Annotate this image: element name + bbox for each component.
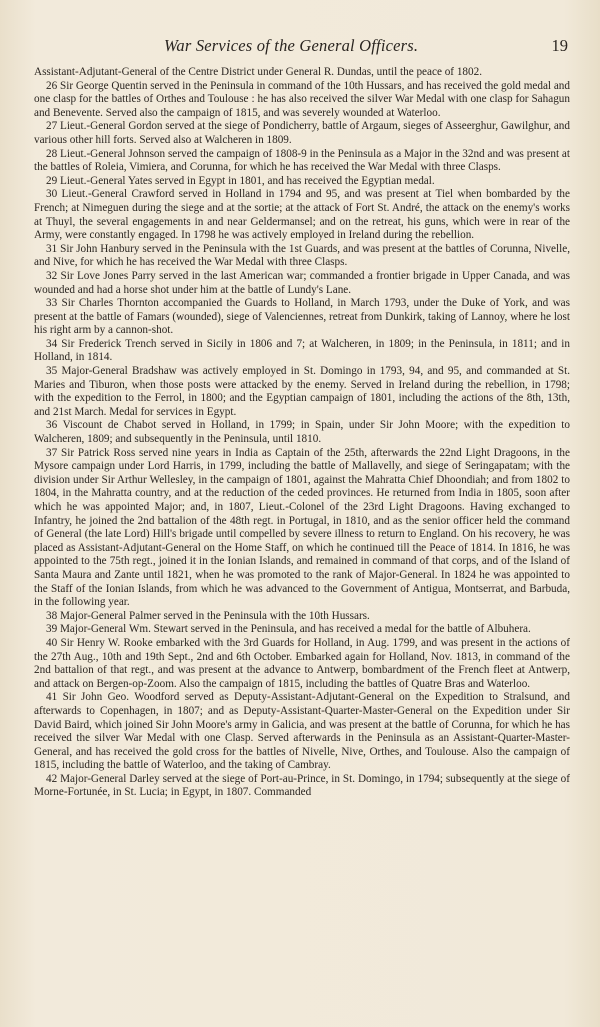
entry-38: 38 Major-General Palmer served in the Peninsula with the 10th Hussars. [46,609,370,622]
entry-35: 35 Major-General Bradshaw was actively employed in St. Domingo in 1793, 94, and 95, and commanded at St. Maries and Tiburon, when those posts were attacked by the enemy. Served in Ireland during the rebellion, in 1798; with the expedition to the Ferrol, in 1800; and the Egyptian campaign of 1801, including the actions of the 8th, 13th, and 21st March. Medal for services in Egypt. [34,365,570,418]
entry-26: 26 Sir George Quentin served in the Peninsula in command of the 10th Hussars, and has received the gold medal and one clasp for the battles of Orthes and Toulouse : he has also received the silver War Medal with one clasp for Sahagun and Benevente. Served also the campaign of 1815, and was severely wounded at Waterloo. [34,79,570,119]
entry-32: 32 Sir Love Jones Parry served in the last American war; commanded a frontier brigade in Upper Canada, and was wounded and had a horse shot under him at the battle of Lundy's Lane. [34,269,570,296]
entry-40: 40 Sir Henry W. Rooke embarked with the 3rd Guards for Holland, in Aug. 1799, and was present in the actions of the 27th Aug., 10th and 19th Sept., 2nd and 6th October. Embarked again for Holland, Nov. 1813, in command of the 2nd battalion of that regt., and was present at the advance to Antwerp, bombardment of the French fleet at Antwerp, and attack on Bergen-op-Zoom. Also the campaign of 1815, including the battles of Quatre Bras and Waterloo. [34,636,570,690]
entry-34: 34 Sir Frederick Trench served in Sicily in 1806 and 7; at Walcheren, in 1809; in the Peninsula, in 1811; and in Holland, in 1814. [34,337,570,364]
body-text [34,66,570,800]
entry-29: 29 Lieut.-General Yates served in Egypt in 1801, and has received the Egyptian medal. [46,174,435,187]
entry-42: 42 Major-General Darley served at the siege of Port-au-Prince, in St. Domingo, in 1794; subsequently at the siege of Morne-Fortunée, in St. Lucia; in Egypt, in 1807. Commanded [34,772,570,799]
page-header [30,36,570,58]
entry-36: 36 Viscount de Chabot served in Holland, in 1799; in Spain, under Sir John Moore; with the expedition to Walcheren, 1809; and subsequently in the Peninsula, until 1810. [34,419,570,446]
entry-39: 39 Major-General Wm. Stewart served in the Peninsula, and has received a medal for the battle of Albuhera. [46,623,531,636]
running-title: War Services of the General Officers. [164,36,419,55]
entry-41: 41 Sir John Geo. Woodford served as Deputy-Assistant-Adjutant-General on the Expedition to Stralsund, and afterwards to Copenhagen, in 1807; and as Deputy-Assistant-Quarter-Master-General on the Expedition under Sir David Baird, which joined Sir John Moore's army in Galicia, and was present at the battle of Corunna, for which he has received the silver War Medal with one Clasp. Served afterwards in the Peninsula as an Assistant-Quarter-Master-General, and has received the gold cross for the battles of Nivelle, Nive, Orthes, and Toulouse. Also the campaign of 1815, including the battle of Waterloo, and the taking of Cambray. [34,691,570,772]
entry-28: 28 Lieut.-General Johnson served the campaign of 1808-9 in the Peninsula as a Major in the 32nd and was present at the battles of Roleia, Vimiera, and Corunna, for which he has received the War Medal with three Clasps. [34,147,570,174]
entry-37: 37 Sir Patrick Ross served nine years in India as Captain of the 25th, afterwards the 22nd Light Dragoons, in the Mysore campaign under Lord Harris, in 1799, including the battle of Mallavelly, and siege of Seringapatam; with the division under Sir Arthur Wellesley, in the campaign of 1801, against the Mahratta Chief Dhoondiah; and from 1802 to 1804, in the Mahratta country, and at the reduction of the ceded provinces. He returned from India in 1805, soon after which he was appointed Major; and, in 1807, Lieut.-Colonel of the 23rd Light Dragoons. Having exchanged to Infantry, he joined the 2nd battalion of the 48th regt. in Portugal, in 1810, and as the senior officer held the command of General (the late Lord) Hill's brigade until compelled by severe illness to return to England. On his recovery, he was placed as Assistant-Adjutant-General on the Home Staff, on which he continued till the Peace of 1814. In 1816, he was appointed to the 75th regt., joined it in the Ionian Islands, and remained in command of that corps, and of the Island of Santa Maura and Zante until 1821, when he was promoted to the rank of Major-General. In 1824 he was appointed to the Staff of the Ionian Islands, from which he was advanced to the Government of Antigua, Montserrat, and Barbuda, in the following year. [34,446,570,609]
entry-30: 30 Lieut.-General Crawford served in Holland in 1794 and 95, and was present at Tiel when bombarded by the French; at Nimeguen during the siege and at the sortie; at the attack of Fort St. André, the attack on the enemy's works at Thuyl, the several engagements in and near Geldermansel; and on the retreat, his guns, which were in rear of the Army, were constantly engaged. In 1798 he was actively employed in Ireland during the rebellion. [34,188,570,242]
entry-31: 31 Sir John Hanbury served in the Peninsula with the 1st Guards, and was present at the battles of Corunna, Nivelle, and Nive, for which he has received the War Medal with three Clasps. [34,242,570,269]
entry-33: 33 Sir Charles Thornton accompanied the Guards to Holland, in March 1793, under the Duke of York, and was present at the battle of Famars (wounded), siege of Valenciennes, retreat from Dunkirk, taking of Lannoy, where he lost his right arm by a cannon-shot. [34,297,570,337]
entry-27: 27 Lieut.-General Gordon served at the siege of Pondicherry, battle of Argaum, sieges of Asseerghur, Gawilghur, and various other hill forts. Served also at Walcheren in 1809. [34,120,570,146]
page-number: 19 [551,36,568,55]
continuation-paragraph: Assistant-Adjutant-General of the Centre District under General R. Dundas, until the peace of 1802. [34,66,482,78]
